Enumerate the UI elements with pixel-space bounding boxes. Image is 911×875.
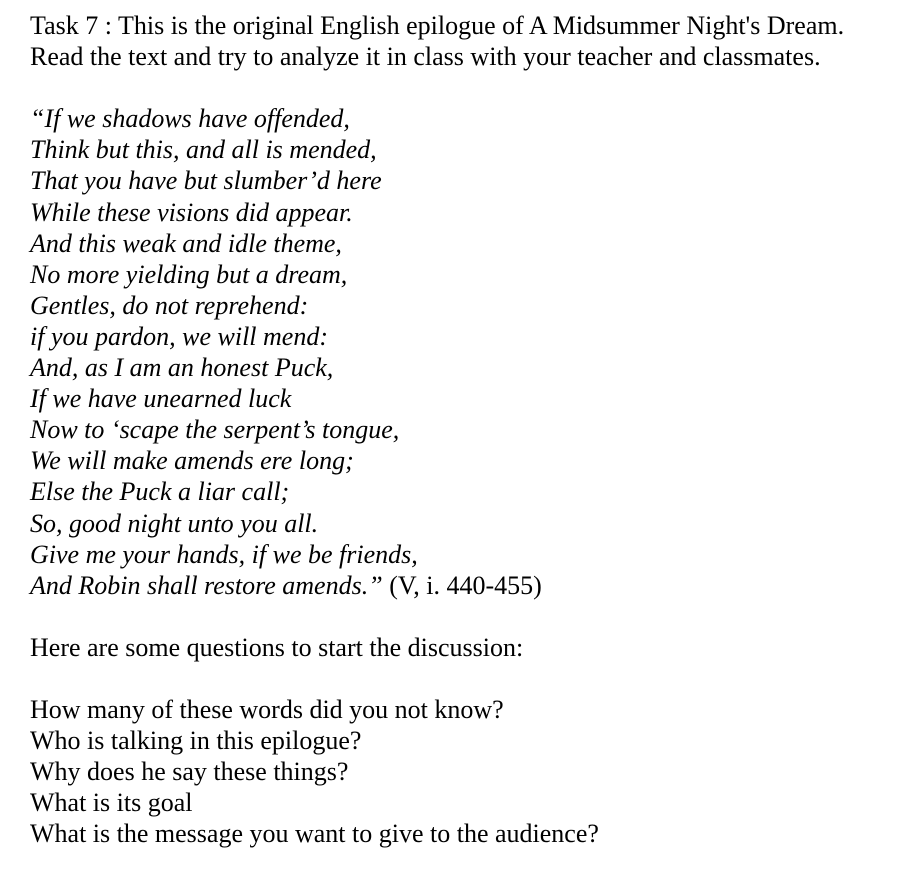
question-item: Why does he say these things? [30, 757, 349, 787]
document-page [30, 10, 905, 850]
task-instruction-line: Read the text and try to analyze it in class with your teacher and classmates. [30, 42, 821, 72]
verse-line: Give me your hands, if we be friends, [30, 539, 418, 569]
question-item: What is its goal [30, 788, 193, 818]
question-item: Who is talking in this epilogue? [30, 726, 362, 756]
task-title-line: Task 7 : This is the original English epilogue of A Midsummer Night's Dream. [30, 11, 845, 40]
verse-line: Now to ‘scape the serpent’s tongue, [30, 415, 400, 445]
verse-line: And this weak and idle theme, [30, 228, 342, 258]
verse-citation: (V, i. 440-455) [382, 570, 542, 600]
verse-line: No more yielding but a dream, [30, 259, 348, 289]
discussion-heading: Here are some questions to start the discussion: [30, 632, 524, 662]
paragraph-gap [30, 72, 905, 103]
paragraph-gap [30, 663, 905, 694]
paragraph-gap [30, 601, 905, 632]
verse-line: If we have unearned luck [30, 384, 292, 414]
verse-line: Think but this, and all is mended, [30, 135, 377, 165]
discussion-questions [30, 694, 905, 849]
task-instructions [30, 10, 905, 72]
verse-line-text: And Robin shall restore amends.” [30, 570, 383, 600]
verse-line: And, as I am an honest Puck, [30, 353, 334, 383]
verse-line: if you pardon, we will mend: [30, 321, 329, 351]
verse-line: So, good night unto you all. [30, 508, 319, 538]
epilogue-verse [30, 103, 905, 601]
verse-line: That you have but slumber’d here [30, 166, 382, 196]
verse-line: Gentles, do not reprehend: [30, 290, 309, 320]
verse-line: “If we shadows have offended, [30, 104, 350, 134]
question-item: What is the message you want to give to the audience? [30, 819, 599, 849]
verse-line: While these visions did appear. [30, 197, 353, 227]
verse-line: We will make amends ere long; [30, 446, 354, 476]
verse-last-line [30, 570, 905, 601]
question-item: How many of these words did you not know? [30, 695, 504, 725]
verse-line: Else the Puck a liar call; [30, 477, 290, 507]
